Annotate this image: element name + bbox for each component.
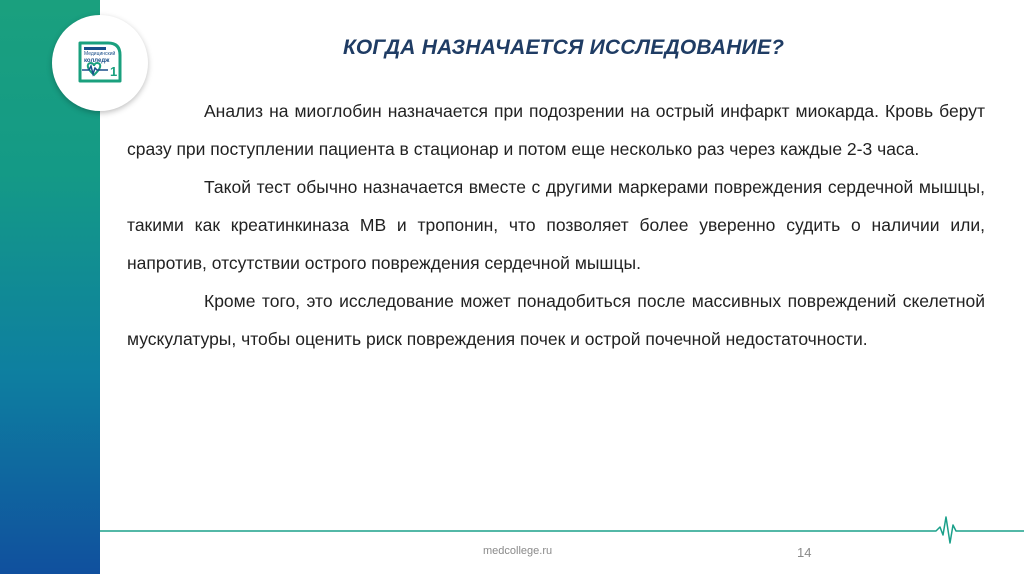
paragraph-3: Кроме того, это исследование может понадобиться после массивных повреждений скелетной мускулатуры, чтобы оценить риск повреждения почек и острой почечной недостаточности. [127, 291, 985, 349]
footer-heartbeat-line [100, 515, 1024, 545]
logo-text-line1: Медицинский [84, 51, 116, 57]
footer-website: medcollege.ru [483, 545, 553, 557]
college-logo-icon [74, 39, 126, 89]
logo-number: 1 [110, 64, 118, 79]
slide-title: КОГДА НАЗНАЧАЕТСЯ ИССЛЕДОВАНИЕ? [343, 36, 785, 59]
logo-text-line2: колледж [84, 58, 110, 64]
paragraph-2: Такой тест обычно назначается вместе с другими маркерами повреждения сердечной мышцы, такими как креатинкиназа МВ и тропонин, что позволяет более уверенно судить о наличии или, напротив, отсутствии острого повреждения сердечной мышцы. [127, 177, 985, 273]
page-number: 14 [797, 545, 812, 560]
paragraph-1: Анализ на миоглобин назначается при подозрении на острый инфаркт миокарда. Кровь берут сразу при поступлении пациента в стационар и потом еще несколько раз через каждые 2-3 часа. [127, 101, 985, 159]
slide-body [127, 92, 985, 358]
